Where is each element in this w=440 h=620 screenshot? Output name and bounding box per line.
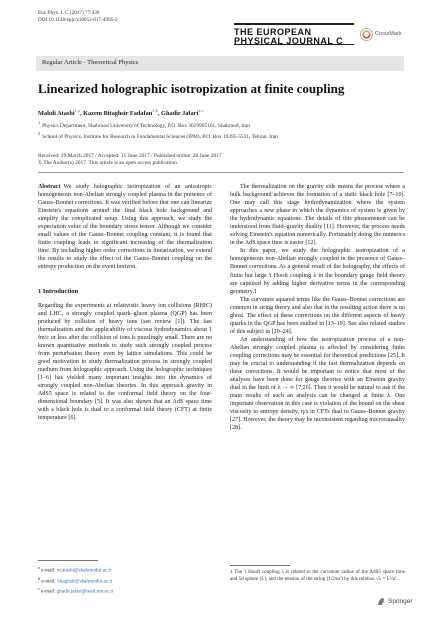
left-column xyxy=(38,183,212,422)
journal-header xyxy=(38,10,118,24)
affiliations xyxy=(38,119,408,141)
author-marks[interactable]: 2,c xyxy=(198,108,204,113)
publication-dates xyxy=(38,153,408,168)
intro-paragraph: Regarding the experiments at relativistic heavy ion collisions (RHIC) and LHC, a strongly coupled quark–gluon plasma (QGP) has been produced by collision of heavy ions (see review [1]). The fast thermalization and the applicability of viscous hydrodynamics about 1 fm/c or less after the collision of ions is puzzlingly small. There are no known quantitative methods to study such strongly coupled process from perturbation theory even by lattice simulations. This could be good motivation to study thermalization process in strongly coupled medium from holographic approach. Using the holographic techniques [1–6] has yielded many important insights into the dynamics of strongly coupled non-Abelian theories. In this approach gravity in AdS5 space is related to the conformal field theory on the four-dimensional boundary [5]. It was also shown that an AdS space time with a black hole is dual to a conformal field theory (CFT) at finite temperature [6]. xyxy=(38,302,212,422)
header-divider xyxy=(38,172,404,173)
article-type: Regular Article - Theoretical Physics xyxy=(42,59,139,66)
body-paragraph: The curvature squared terms like the Gauss–Bonnet corrections are common in string theory and also that in the resulting action there is no ghost. The effect of these corrections on the different aspects of heavy quarks in the QGP has been studied in [13–19]. See also related studies of this subject in [20–24]. xyxy=(230,296,405,335)
right-column xyxy=(230,183,405,432)
crossmark-badge[interactable] xyxy=(360,24,404,44)
abstract xyxy=(38,183,212,272)
email-link[interactable]: ghadir.jafari@mail.um.ac.ir xyxy=(56,589,114,596)
author-name: Ghadir Jafari xyxy=(161,110,199,118)
affiliation: $^1$Physics Department, Shahrood University of Technology, P.O. Box 3619995161, Shahrood, Iran xyxy=(38,120,250,129)
coupling-footnote xyxy=(230,565,405,583)
author-marks[interactable]: 1,a xyxy=(74,108,80,113)
email-link[interactable]: m.atashi@shahroodut.ac.ir xyxy=(56,567,112,574)
email-footnote: $^c$ e-mail: ghadir.jafari@mail.um.ac.ir xyxy=(38,586,114,596)
affiliation: $^2$School of Physics, Institute for Research in Fundamental Sciences (IPM), P.O. Box 19395-5531, Tehran, Iran xyxy=(38,131,278,140)
article-type-band xyxy=(36,56,404,71)
crossmark-label: CrossMark xyxy=(375,31,402,37)
body-paragraph: The thermalization on the gravity side means the process where a bulk background achieves the formation of a static black hole [7–10]. One may call this stage hydrodynamization where the system approaches a new phase in which the dynamics of system is given by the hydrodynamic equations. The details of this phenomenon can be understood from fluid–gravity duality [11]. However, the process needs solving Einstein's equation numerically. Fortunately doing the numerics in the AdS space time is easier [12]. xyxy=(230,184,405,247)
section-heading: 1 Introduction xyxy=(38,287,79,295)
journal-name-line1: THE EUROPEAN xyxy=(234,27,312,37)
doi-link[interactable]: DOI 10.1140/epjc/s10052-017-4995-2 xyxy=(38,17,118,23)
email-footnote: $^b$ e-mail: bitaghsir@shahroodut.ac.ir xyxy=(38,575,113,585)
copyright-line: © The Author(s) 2017. This article is an open access publication xyxy=(38,160,177,167)
footnote-rule xyxy=(230,565,290,566)
email-footnote: $^a$ e-mail: m.atashi@shahroodut.ac.ir xyxy=(38,565,112,574)
author-name: Mahdi Atashi xyxy=(38,110,75,118)
publisher-logo xyxy=(377,597,413,606)
body-paragraph: An understanding of how the isotropization process of a non-Abelian strongly coupled plasma is affected by considering finite coupling corrections may be essential for theoretical predictions [25]. It may be crucial to understanding if the fast thermalization depends on these corrections. It would be important to notice that most of the analyses have been done for gauge theories with an Einstein gravity dual in the limit of λ → ∞ [7,26]. Then it would be natural to ask if the main results of such an analysis can be changed at finite λ. One important observation in this case is violation of the bound on the shear viscosity to entropy density, η/s in CFTs dual to Gauss–Bonnet gravity [27]. However, the theory may be inconsistent regarding microcausality [28]. xyxy=(230,336,405,432)
crossmark-icon xyxy=(360,28,373,41)
author-list: Mahdi Atashi$^{1,a}$, Kazem Bitaghsir Fadafan$^{1,b}$, Ghadir Jafari$^{2,c}$ xyxy=(38,108,204,118)
abstract-label: Abstract xyxy=(38,184,61,190)
footnote-text: 1 The 't Hooft coupling λ is related to the curvature radius of the AdS5 space time and 5d sphere (L), and the tension of the string (1/2πα′) by this relation √λ = L²/α′. xyxy=(230,569,405,582)
abstract-text: We study holographic isotropization of an anisotropic homogeneous non-Abelian strongly coupled plasma in the presence of Gauss–Bonnet corrections. It was verified before that one can linearize Einstein's equations around the final black hole background and simplify the complicated setup. Using this approach, we study the expectation value of the boundary stress tensor. Although we consider small values of the Gauss–Bonnet coupling constant, it is found that finite coupling leads to significant increasing of the thermalization time. By including higher order corrections in linearization, we extend the results to study the effect of the Gauss–Bonnet coupling on the entropy production on the event horizon. xyxy=(38,184,212,271)
journal-reference: Eur. Phys. J. C (2017) 77:430 xyxy=(38,10,100,16)
journal-name-line2: PHYSICAL JOURNAL C xyxy=(234,36,344,46)
footnote-rule xyxy=(38,560,98,561)
email-link[interactable]: bitaghsir@shahroodut.ac.ir xyxy=(57,578,113,585)
author-name: Kazem Bitaghsir Fadafan xyxy=(83,110,153,118)
email-footnotes xyxy=(38,560,212,596)
publisher-name: Springer xyxy=(388,598,413,605)
paper-title: Linearized holographic isotropization at finite coupling xyxy=(38,81,345,96)
author-marks[interactable]: 1,b xyxy=(152,108,158,113)
springer-horse-icon xyxy=(377,597,386,606)
journal-logo xyxy=(234,23,354,45)
body-paragraph: In this paper, we study the holographic isotropization of a homogeneous non-Abelian strongly coupled in the presence of Gauss–Bonnet corrections. As a general result of the holography, the effects of finite but large 't Hooft coupling λ in the boundary gauge field theory are captured by adding higher derivative terms in the corresponding geometry.1 xyxy=(230,248,405,295)
dates-line: Received: 29 March 2017 / Accepted: 15 June 2017 / Published online: 28 June 2017 xyxy=(38,153,222,159)
